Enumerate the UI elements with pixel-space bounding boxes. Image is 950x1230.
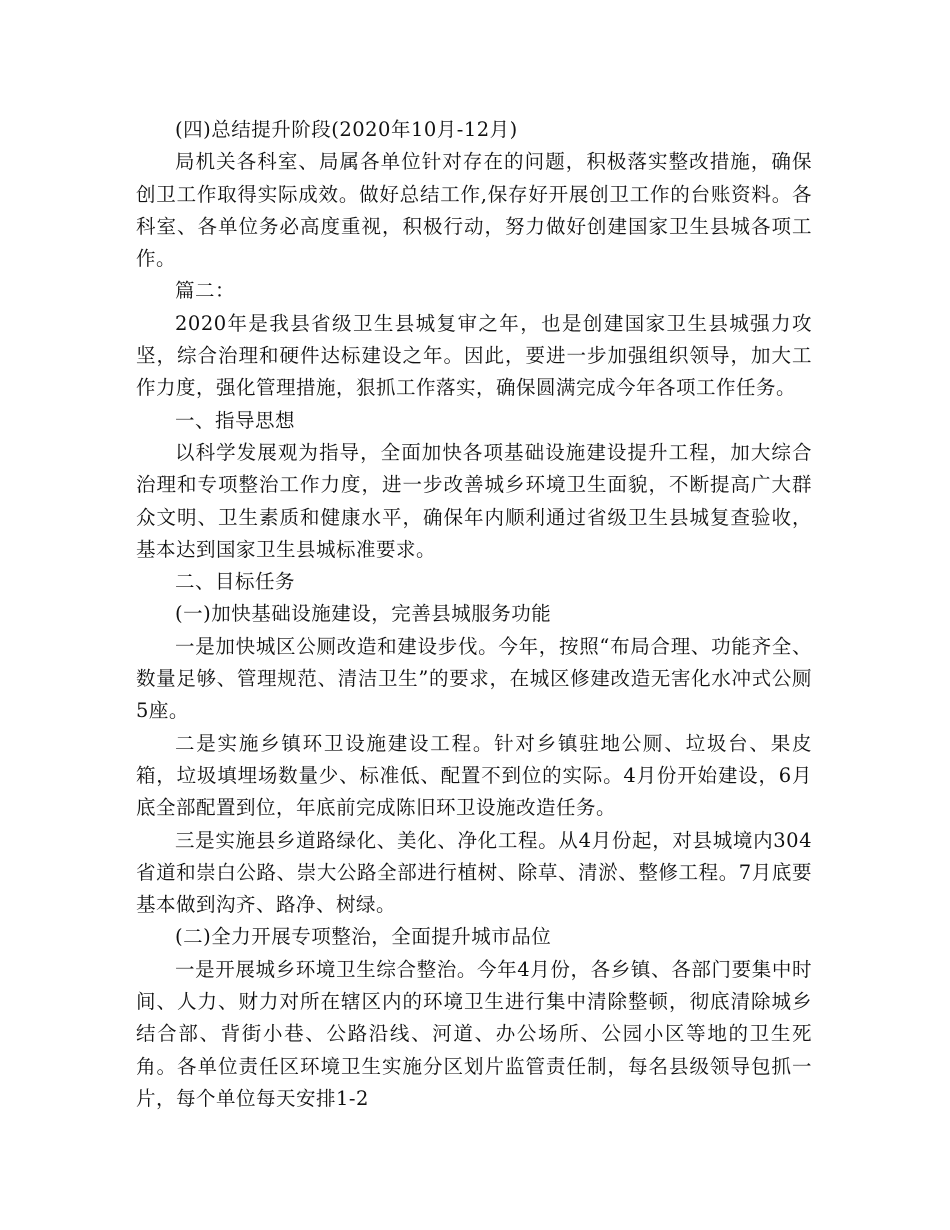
subsection-heading-special-rectification: (二)全力开展专项整治，全面提升城市品位 (175, 925, 552, 949)
body-paragraph: 一是加快城区公厕改造和建设步伐。今年，按照“布局合理、功能齐全、数量足够、管理规范、清洁卫生”的要求，在城区修建改造无害化水冲式公厕5座。 (136, 634, 812, 723)
document-page (136, 114, 812, 1115)
section-heading-summary-stage: (四)总结提升阶段(2020年10月-12月) (175, 118, 518, 141)
body-paragraph: 一是开展城乡环境卫生综合整治。今年4月份，各乡镇、各部门要集中时间、人力、财力对所在辖区内的环境卫生进行集中清除整顿，彻底清除城乡结合部、背街小巷、公路沿线、河道、办公场所、公园小区等地的卫生死角。各单位责任区环境卫生实施分区划片监管责任制，每名县级领导包抓一片，每个单位每天安排1-2 (136, 957, 812, 1110)
body-paragraph: 局机关各科室、局属各单位针对存在的问题，积极落实整改措施，确保创卫工作取得实际成效。做好总结工作,保存好开展创卫工作的台账资料。各科室、各单位务必高度重视，积极行动，努力做好创建国家卫生县城各项工作。 (136, 150, 812, 271)
body-paragraph: 二是实施乡镇环卫设施建设工程。针对乡镇驻地公厕、垃圾台、果皮箱，垃圾填埋场数量少、标准低、配置不到位的实际。4月份开始建设，6月底全部配置到位，年底前完成陈旧环卫设施改造任务。 (136, 731, 812, 820)
body-paragraph: 2020年是我县省级卫生县城复审之年，也是创建国家卫生县城强力攻坚，综合治理和硬件达标建设之年。因此，要进一步加强组织领导，加大工作力度，强化管理措施，狠抓工作落实，确保圆满完成今年各项工作任务。 (136, 311, 812, 400)
section-heading-target-tasks: 二、目标任务 (175, 570, 296, 594)
body-paragraph: 三是实施县乡道路绿化、美化、净化工程。从4月份起，对县城境内304省道和崇白公路、崇大公路全部进行植树、除草、清淤、整修工程。7月底要基本做到沟齐、路净、树绿。 (136, 828, 812, 917)
subsection-heading-infrastructure: (一)加快基础设施建设，完善县城服务功能 (175, 602, 552, 626)
section-heading-guiding-ideology: 一、指导思想 (175, 408, 296, 432)
body-paragraph: 以科学发展观为指导，全面加快各项基础设施建设提升工程，加大综合治理和专项整治工作力度，进一步改善城乡环境卫生面貌，不断提高广大群众文明、卫生素质和健康水平，确保年内顺利通过省级卫生县城复查验收，基本达到国家卫生县城标准要求。 (136, 440, 812, 561)
part-two-heading: 篇二： (175, 279, 236, 303)
